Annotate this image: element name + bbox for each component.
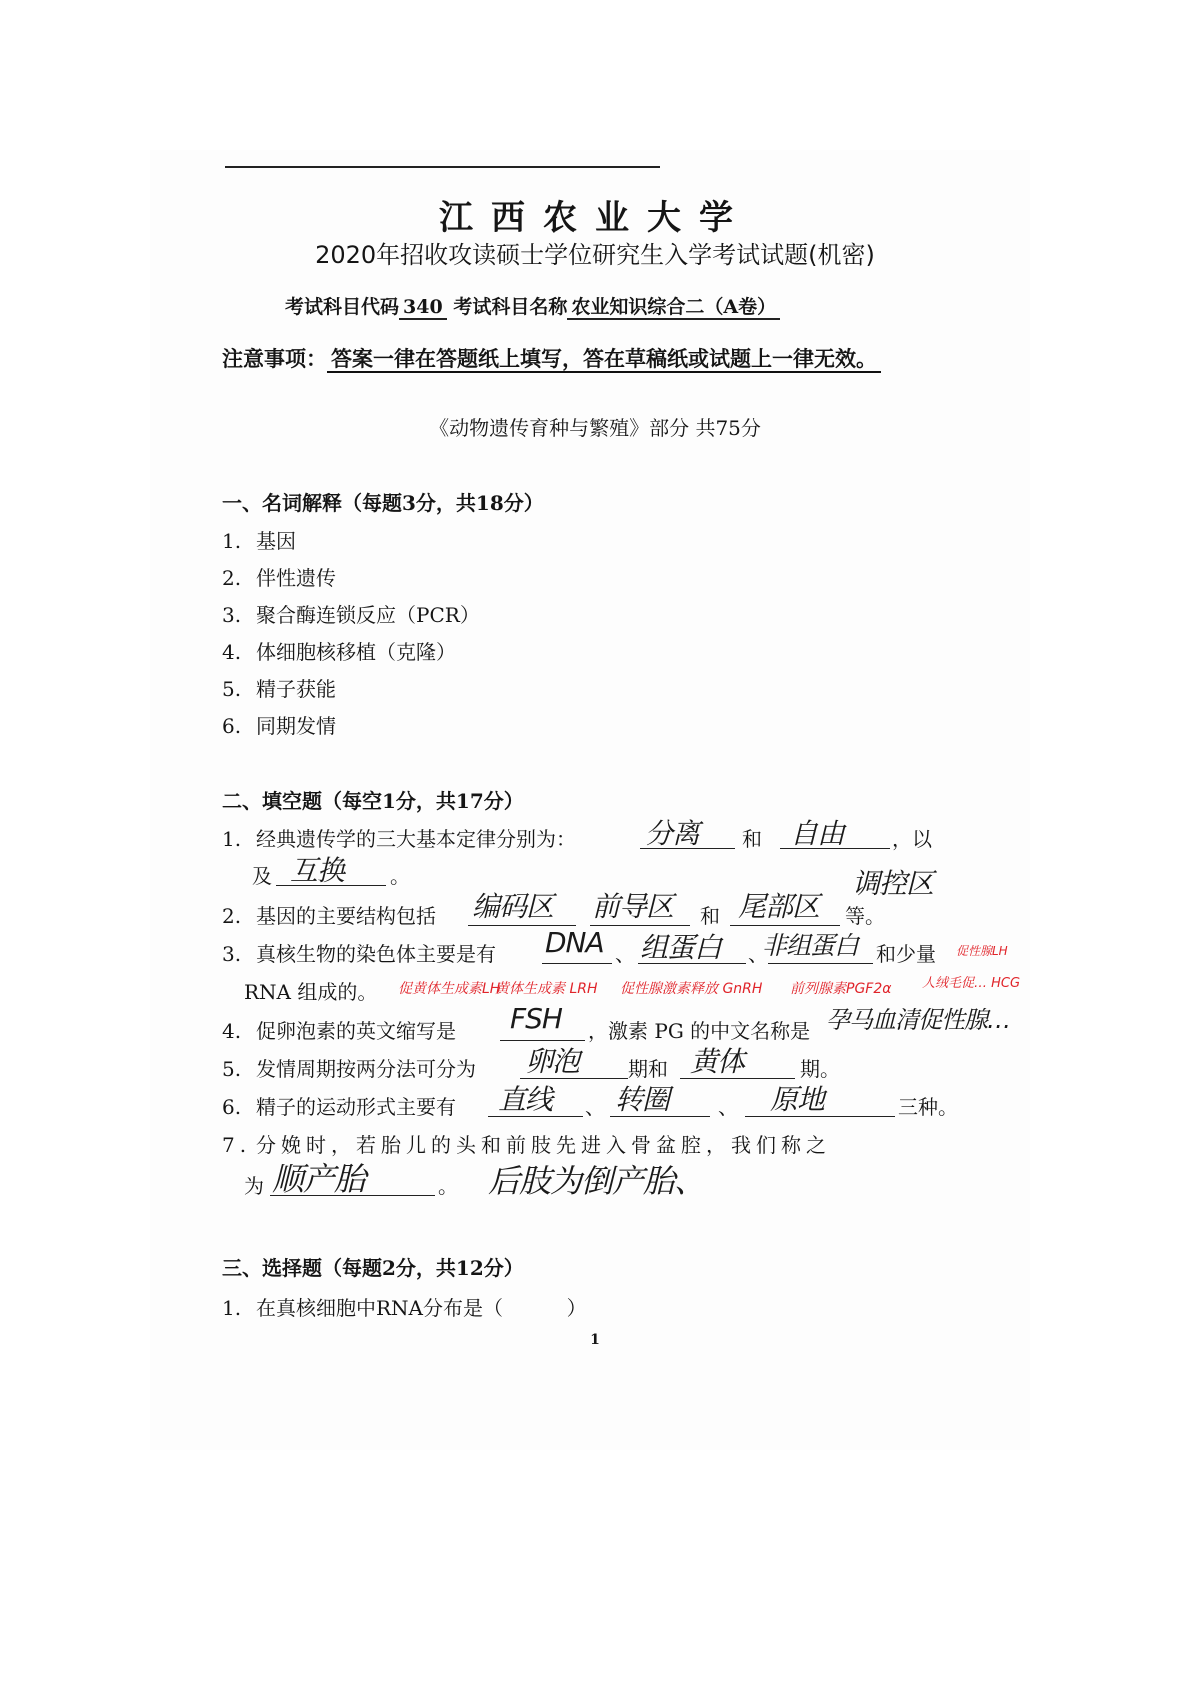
red-annotation: 前列腺素PGF2α [790,981,892,997]
fill-question-1: 1. 经典遗传学的三大基本定律分别为： [222,827,576,851]
list-item: 3. 聚合酶连锁反应（PCR） [222,603,480,627]
section-title: 《动物遗传育种与繁殖》部分 共75分 [429,416,761,440]
list-item: 5. 精子获能 [222,677,336,701]
name-label: 考试科目名称 [453,296,568,318]
list-item: 6. 同期发情 [222,714,336,738]
connector-text: ，以 [892,827,932,851]
list-item: 1. 基因 [222,529,296,553]
red-annotation: 促性腺激素释放 GnRH [620,981,763,997]
fill-question-7: 7. 分娩时，若胎儿的头和前肢先进入骨盆腔，我们称之 [222,1133,831,1157]
handwritten-answer: 直线 [498,1083,553,1116]
handwritten-answer: 原地 [770,1083,825,1116]
connector-text: 等。 [845,904,885,928]
exam-title: 2020年招收攻读硕士学位研究生入学考试试题(机密) [315,241,875,269]
connector-text: 、 [615,942,635,966]
connector-text: 和 [742,827,762,851]
part2-heading: 二、填空题（每空1分，共17分） [222,789,524,813]
choice-question-1: 1. 在真核细胞中RNA分布是（ ） [222,1296,587,1320]
connector-text: 期和 [628,1057,668,1081]
notice-line [222,343,881,373]
fill-question-5: 5. 发情周期按两分法可分为 [222,1057,476,1081]
red-annotation: 人绒毛促… HCG [922,976,1021,991]
handwritten-answer: 组蛋白 [640,931,722,964]
fill-question-6: 6. 精子的运动形式主要有 [222,1095,456,1119]
handwritten-answer: 转圈 [615,1083,670,1116]
notice-label: 注意事项： [222,347,327,371]
handwritten-answer: 编码区 [472,890,554,923]
connector-text: 、 [585,1095,605,1119]
code-value: 340 [399,296,447,320]
list-item: 4. 体细胞核移植（克隆） [222,640,456,664]
handwritten-answer: 分离 [645,817,700,850]
connector-text: 和少量 [876,942,936,966]
fill-question-4: 4. 促卵泡素的英文缩写是 [222,1019,456,1043]
connector-text: 三种。 [898,1095,958,1119]
connector-text: RNA 组成的。 [244,980,378,1004]
subject-line [285,292,780,319]
handwritten-answer: 黄体 [690,1045,745,1078]
fill-question-2: 2. 基因的主要结构包括 [222,904,436,928]
connector-text: 、 [718,1095,738,1119]
blank-line [768,963,873,964]
connector-text: 和 [700,904,720,928]
university-title: 江西农业大学 [439,198,751,238]
red-annotation: 促性腺LH [956,944,1008,958]
connector-text: 及 [252,864,272,888]
part1-heading: 一、名词解释（每题3分，共18分） [222,491,544,515]
connector-text: 。 [438,1174,458,1198]
handwritten-answer: 调控区 [852,867,934,900]
connector-text: 为 [244,1174,264,1198]
name-value: 农业知识综合二（A卷） [567,296,780,320]
notice-text: 答案一律在答题纸上填写，答在草稿纸或试题上一律无效。 [327,347,881,373]
red-annotation: 黄体生成素 LRH [495,981,598,997]
connector-text: ，激素 PG 的中文名称是 [588,1019,811,1043]
connector-text: 、 [748,942,768,966]
blank-line [542,963,612,964]
code-label: 考试科目代码 [285,296,400,318]
fill-question-3: 3. 真核生物的染色体主要是有 [222,942,496,966]
handwritten-answer: 非组蛋白 [762,931,859,960]
handwritten-answer: 孕马血清促性腺… [826,1006,1010,1034]
top-rule [225,166,660,168]
list-item: 2. 伴性遗传 [222,566,336,590]
handwritten-answer: 卵泡 [525,1045,580,1078]
handwritten-answer: 互换 [290,854,345,887]
red-annotation: 促黄体生成素LH [398,981,501,997]
handwritten-answer: 尾部区 [738,890,820,923]
handwritten-answer: 前导区 [592,890,674,923]
handwritten-answer: 顺产胎 [272,1160,366,1198]
page-number: 1 [590,1332,600,1348]
handwritten-answer: 自由 [790,817,845,850]
part3-heading: 三、选择题（每题2分，共12分） [222,1256,524,1280]
connector-text: 。 [390,864,410,888]
handwritten-answer: DNA [545,926,604,959]
handwritten-answer: FSH [510,1002,562,1035]
handwritten-answer: 后肢为倒产胎、 [488,1162,706,1200]
connector-text: 期。 [800,1057,840,1081]
